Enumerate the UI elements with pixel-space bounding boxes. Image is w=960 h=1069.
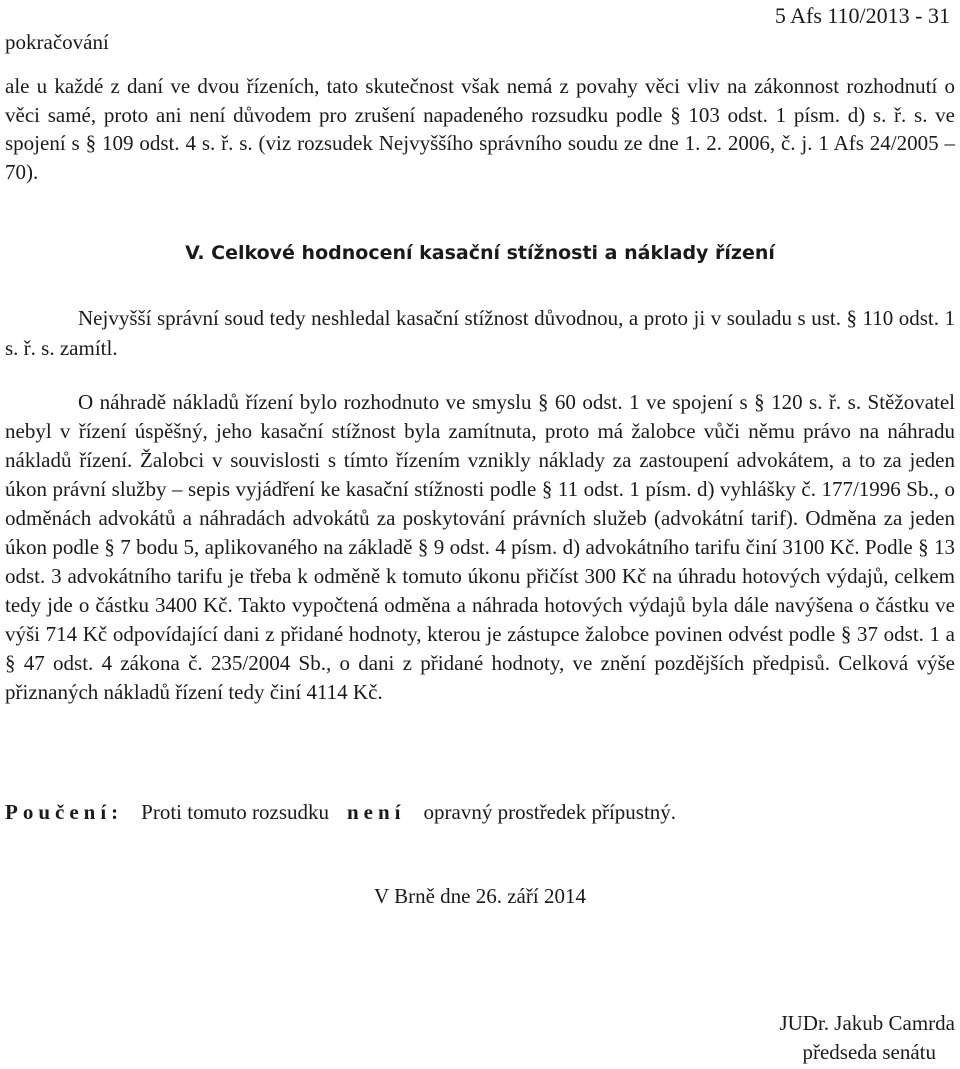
case-number: 5 Afs 110/2013 - 31 (774, 3, 950, 28)
costs-lead-sentence: O náhradě nákladů řízení bylo rozhodnuto ve smyslu § 60 odst. 1 ve spojení s § 120 s. ř. s. (78, 390, 862, 414)
instruction-label: Poučení: (5, 800, 124, 824)
instruction-negation: není (347, 800, 406, 824)
instruction-text-before: Proti tomuto rozsudku (141, 800, 329, 824)
continuation-label: pokračování (5, 30, 109, 54)
section-heading: V. Celkové hodnocení kasační stížnosti a náklady řízení (185, 242, 775, 264)
signer-name: JUDr. Jakub Camrda (779, 1011, 955, 1035)
legal-instruction (5, 800, 676, 825)
place-and-date: V Brně dne 26. září 2014 (374, 884, 586, 908)
costs-detail: Stěžovatel nebyl v řízení úspěšný, jeho kasační stížnost byla zamítnuta, proto má žalobce vůči němu právo na náhradu nákladů řízení. Žalobci v souvislosti s tímto řízením vznikly náklady za zastoupení advokátem, a to za jeden úkon právní služby – sepis vyjádření ke kasační stížnosti podle § 11 odst. 1 písm. d) vyhlášky č. 177/1996 Sb., o odměnách advokátů a náhradách advokátů za poskytování právních služeb (advokátní tarif). Odměna za jeden úkon podle § 7 bodu 5, aplikovaného na základě § 9 odst. 4 písm. d) advokátního tarifu činí 3100 Kč. Podle § 13 odst. 3 advokátního tarifu je třeba k odměně k tomuto úkonu přičíst 300 Kč na úhradu hotových výdajů, celkem tedy jde o částku 3400 Kč. Takto vypočtená odměna a náhrada hotových výdajů byla dále navýšena o částku ve výši 714 Kč odpovídající dani z přidané hodnoty, kterou je zástupce žalobce povinen odvést podle § 37 odst. 1 a § 47 odst. 4 zákona č. 235/2004 Sb., o dani z přidané hodnoty, ve znění pozdějších předpisů. Celková výše přiznaných nákladů řízení tedy činí 4114 Kč. (5, 390, 956, 704)
signer-role: předseda senátu (802, 1040, 936, 1064)
instruction-text-after: opravný prostředek přípustný. (423, 800, 677, 824)
paragraph-dismissal: Nejvyšší správní soud tedy neshledal kasační stížnost důvodnou, a proto ji v souladu s ust. § 110 odst. 1 s. ř. s. zamítl. (5, 306, 955, 360)
paragraph-intro: ale u každé z daní ve dvou řízeních, tato skutečnost však nemá z povahy věci vliv na zákonnost rozhodnutí o věci samé, proto ani není důvodem pro zrušení napadeného rozsudku podle § 103 odst. 1 písm. d) s. ř. s. ve spojení s § 109 odst. 4 s. ř. s. (viz rozsudek Nejvyššího správního soudu ze dne 1. 2. 2006, č. j. 1 Afs 24/2005 – 70). (5, 74, 955, 184)
paragraph-costs (5, 388, 955, 707)
